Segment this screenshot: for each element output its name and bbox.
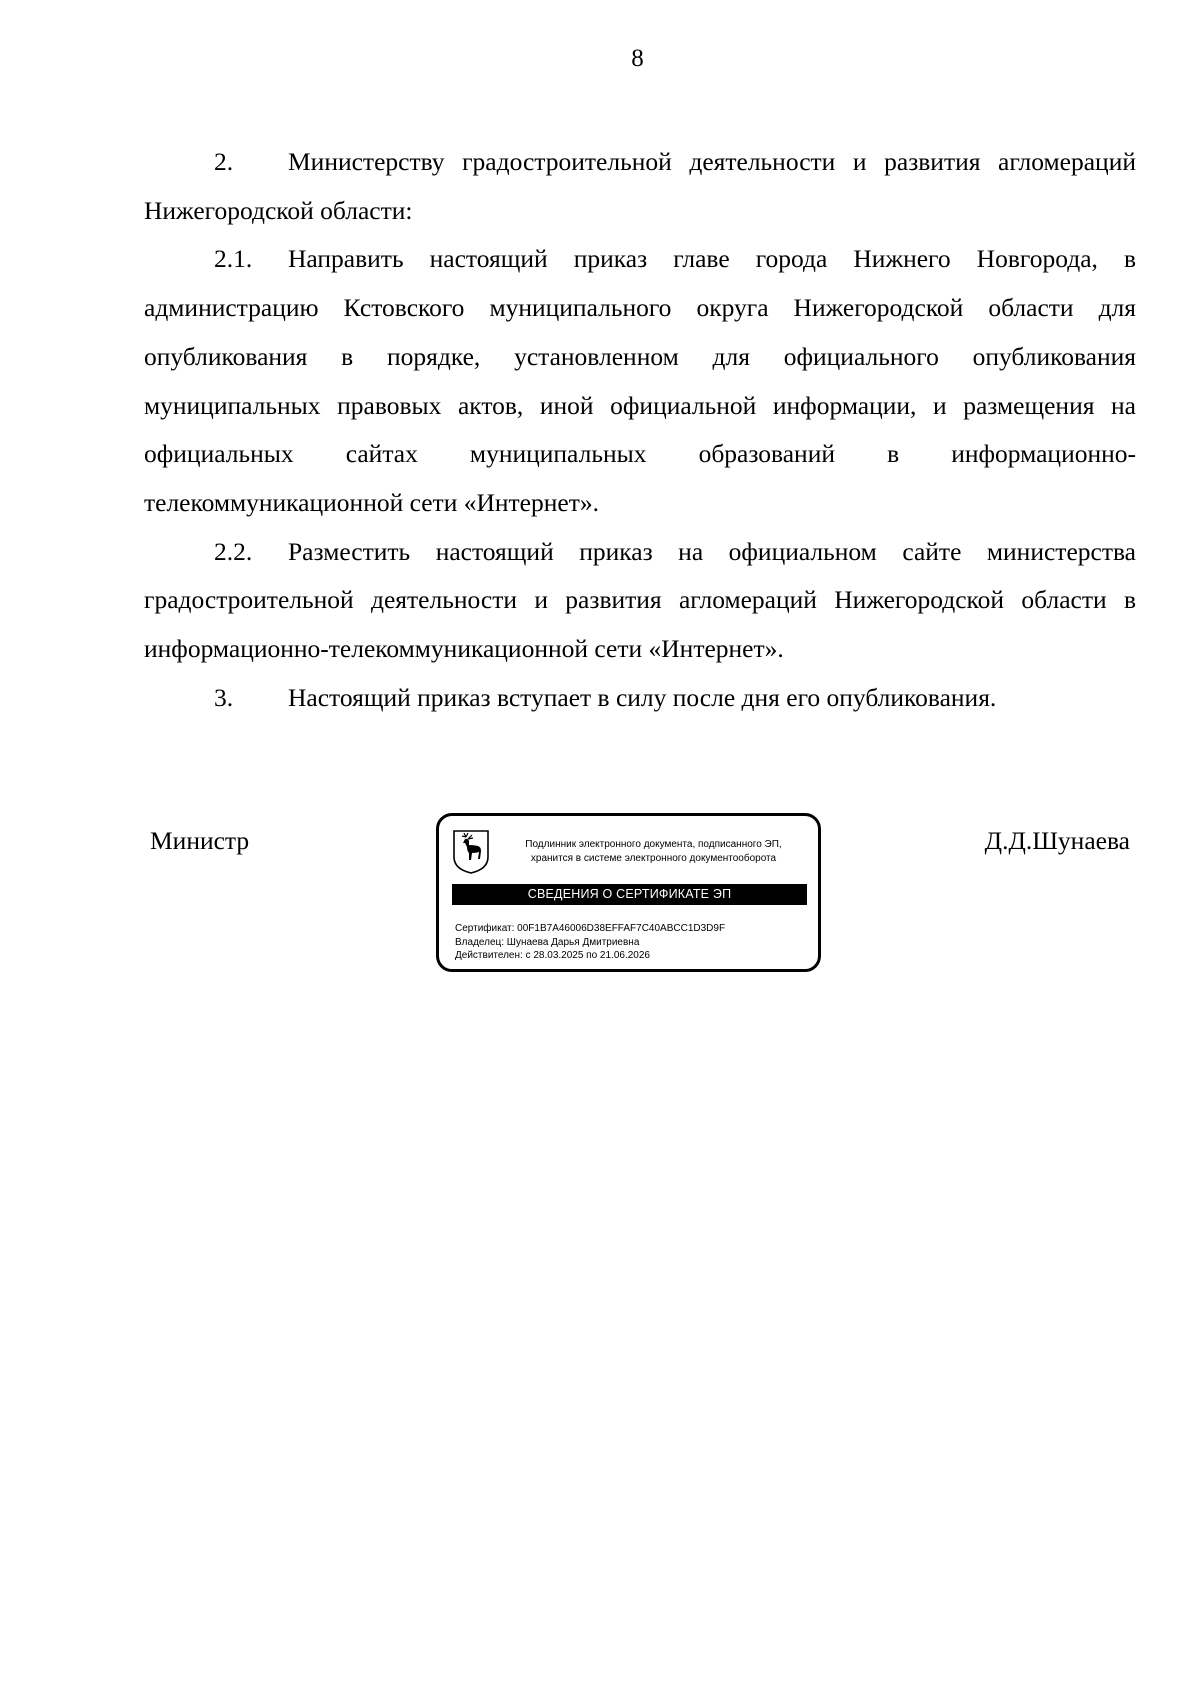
stamp-certificate: Сертификат: 00F1B7A46006D38EFFAF7C40ABCC1D3D9F — [455, 923, 726, 934]
stamp-owner: Владелец: Шунаева Дарья Дмитриевна — [455, 936, 640, 948]
stamp-validity: Действителен: с 28.03.2025 по 21.06.2026 — [455, 950, 650, 961]
paragraph-text: Настоящий приказ вступает в силу после дня его опубликования. — [288, 682, 997, 712]
paragraph-2 — [144, 138, 1136, 235]
stamp-title: СВЕДЕНИЯ О СЕРТИФИКАТЕ ЭП — [452, 884, 807, 905]
stamp-header — [501, 838, 806, 866]
stamp-header-line: хранится в системе электронного документооборота — [530, 853, 777, 864]
paragraph-number: 2.2. — [214, 536, 253, 566]
paragraph-number: 2. — [214, 147, 234, 176]
stamp-certificate-info — [455, 922, 725, 963]
paragraph-2-2 — [144, 528, 1136, 674]
paragraph-number: 2.1. — [214, 244, 253, 274]
stamp-header-line: Подлинник электронного документа, подписанного ЭП, — [525, 839, 782, 850]
signer-position: Министр — [150, 826, 250, 855]
document-body — [144, 138, 1136, 722]
page-number: 8 — [631, 45, 644, 72]
paragraph-text: Министерству градостроительной деятельности и развития агломераций Нижегородской области: — [144, 147, 1136, 225]
paragraph-text: Направить настоящий приказ главе города Нижнего Новгорода, в администрацию Кстовского муниципального округа Нижегородской области для опубликования в порядке, установленном для официального опубликования муниципальных правовых актов, иной официальной информации, и размещения на официальных сайтах муниципальных образований в информационно-телекоммуникационной сети «Интернет». — [144, 244, 1136, 517]
deer-coat-of-arms-icon — [452, 829, 490, 875]
paragraph-number: 3. — [214, 682, 234, 712]
electronic-signature-stamp — [436, 813, 821, 972]
paragraph-3 — [144, 674, 1136, 723]
paragraph-text: Разместить настоящий приказ на официальном сайте министерства градостроительной деятельности и развития агломераций Нижегородской области в информационно-телекоммуникационной сети «Интернет». — [144, 536, 1136, 664]
paragraph-2-1 — [144, 235, 1136, 527]
signer-name: Д.Д.Шунаева — [984, 826, 1130, 855]
